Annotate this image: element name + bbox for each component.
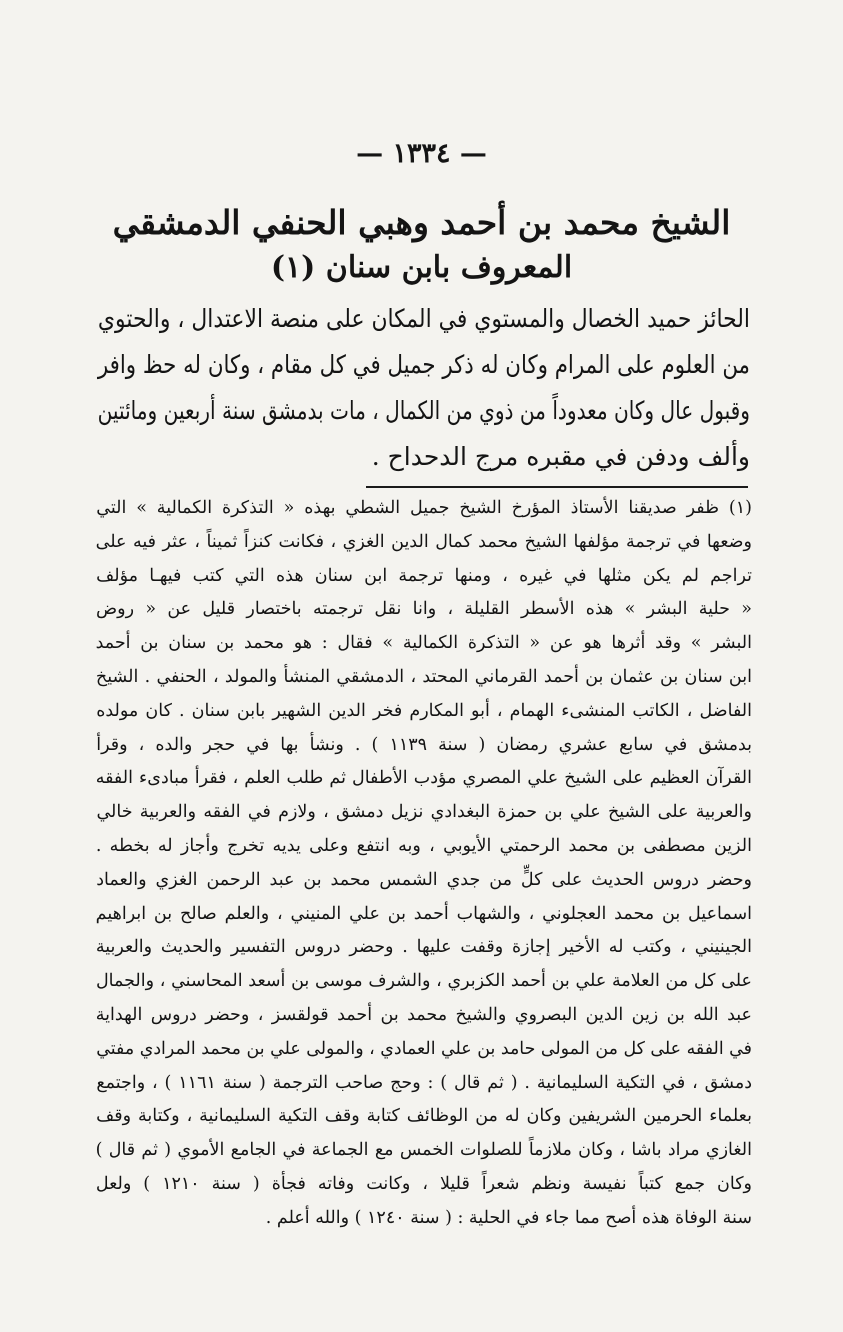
footnote-line: البشر » وقد أثرها هو عن « التذكرة الكمالية » فقال : هو محمد بن سنان بن أحمد	[95, 633, 752, 654]
body-line: وقبول عال وكان معدوداً من ذوي من الكمال ، مات بدمشق سنة أربعين ومائتين	[97, 396, 750, 425]
title-line-2: المعروف بابن سنان (١)	[270, 250, 573, 285]
footnote-line: بعلماء الحرمين الشريفين وكان له من الوظائف كتابة وقف التكية السليمانية ، وكتابة وقف	[96, 1106, 752, 1127]
body-line: وألف ودفن في مقبره مرج الدحداح .	[371, 442, 750, 471]
biography-body	[98, 296, 750, 480]
footnote-line: في الفقه على كل من المولى حامد بن علي العمادي ، والمولى علي بن محمد المرادي مفتي	[96, 1038, 753, 1059]
page-number: — ١٣٣٤ —	[356, 138, 487, 169]
footnote-line: الغازي مراد باشا ، وكان ملازماً للصلوات الخمس مع الجماعة في الجامع الأموي ( ثم قال )	[95, 1140, 752, 1161]
footnote-line: اسماعيل بن محمد العجلوني ، والشهاب أحمد بن علي المنيني ، والعلم صالح بن ابراهيم	[95, 903, 752, 924]
footnote-line: القرآن العظيم على الشيخ علي المصري مؤدب الأطفال ثم طلب العلم ، فقرأ مبادىء الفقه	[95, 768, 752, 789]
footnote-line: (١) ظفر صديقنا الأستاذ المؤرخ الشيخ جميل الشطي بهذه « التذكرة الكمالية » التي	[96, 498, 752, 518]
footnote-line: بدمشق في سابع عشري رمضان ( سنة ١١٣٩ ) . ونشأ بها في حجر والده ، وقرأ	[96, 734, 752, 755]
footnote-line: الزين مصطفى بن محمد الرحمتي الأيوبي ، وبه انتفع وعلى يديه تخرج وأجاز له بخطه .	[95, 835, 752, 856]
footnote-line: دمشق ، في التكية السليمانية . ( ثم قال ) : وحج صاحب الترجمة ( سنة ١١٦١ ) ، واجتمع	[96, 1072, 752, 1093]
body-line: من العلوم على المرام وكان له ذكر جميل في كل مقام ، وكان له حظ وافر	[97, 350, 750, 379]
footnote-line: والعربية على الشيخ علي بن حمزة البغدادي نزيل دمشق ، ولازم في الفقه والعربية خالي	[96, 802, 752, 823]
footnote-line: عبد الله بن زين الدين البصروي والشيخ محمد بن أحمد قولقسز ، وحضر دروس الهداية	[95, 1004, 752, 1025]
footnote-line: سنة الوفاة هذه أصح مما جاء في الحلية : ( سنة ١٢٤٠ ) والله أعلم .	[265, 1207, 752, 1228]
footnote-line: وضعها في ترجمة مؤلفها الشيخ محمد كمال الدين الغزي ، فكانت كنزاً ثميناً ، عثر فيه على	[95, 531, 752, 552]
footnote-line: وكان جمع كتباً نفيسة ونظم شعراً قليلا ، وكانت وفاته فجأة ( سنة ١٢١٠ ) ولعل	[95, 1173, 752, 1194]
footnote-line: على كل من العلامة علي بن أحمد الكزبري ، والشرف موسى بن أسعد المحاسني ، والجمال	[95, 971, 752, 992]
footnote-line: الجينيني ، وكتب له الأخير إجازة وقفت عليها . وحضر دروس التفسير والحديث والعربية	[95, 937, 752, 958]
footnote-line: وحضر دروس الحديث على كلٍّ من جدي الشمس محمد بن عبد الرحمن الغزي والعماد	[96, 869, 752, 890]
footnote-line: « حلية البشر » هذه الأسطر القليلة ، وانا نقل ترجمته باختصار قليل عن « روض	[95, 599, 752, 620]
footnote-line: الفاضل ، الكاتب المنشىء الهمام ، أبو المكارم فخر الدين الشهير بابن سنان . كان مولده	[96, 700, 752, 721]
footnote-separator	[366, 486, 748, 488]
title-line-1: الشيخ محمد بن أحمد وهبي الحنفي الدمشقي	[112, 203, 731, 242]
footnote-line: ابن سنان بن عثمان بن أحمد القرماني المحتد ، الدمشقي المنشأ والمولد ، الحنفي . الشيخ	[95, 666, 752, 687]
footnote	[96, 492, 752, 1236]
biography-title	[110, 200, 733, 290]
footnote-line: تراجم لم يكن مثلها في غيره ، ومنها ترجمة ابن سنان هذه التي كتب فيهـا مؤلف	[96, 565, 752, 586]
body-line: الحائز حميد الخصال والمستوي في المكان على منصة الاعتدال ، والحتوي	[97, 304, 751, 333]
